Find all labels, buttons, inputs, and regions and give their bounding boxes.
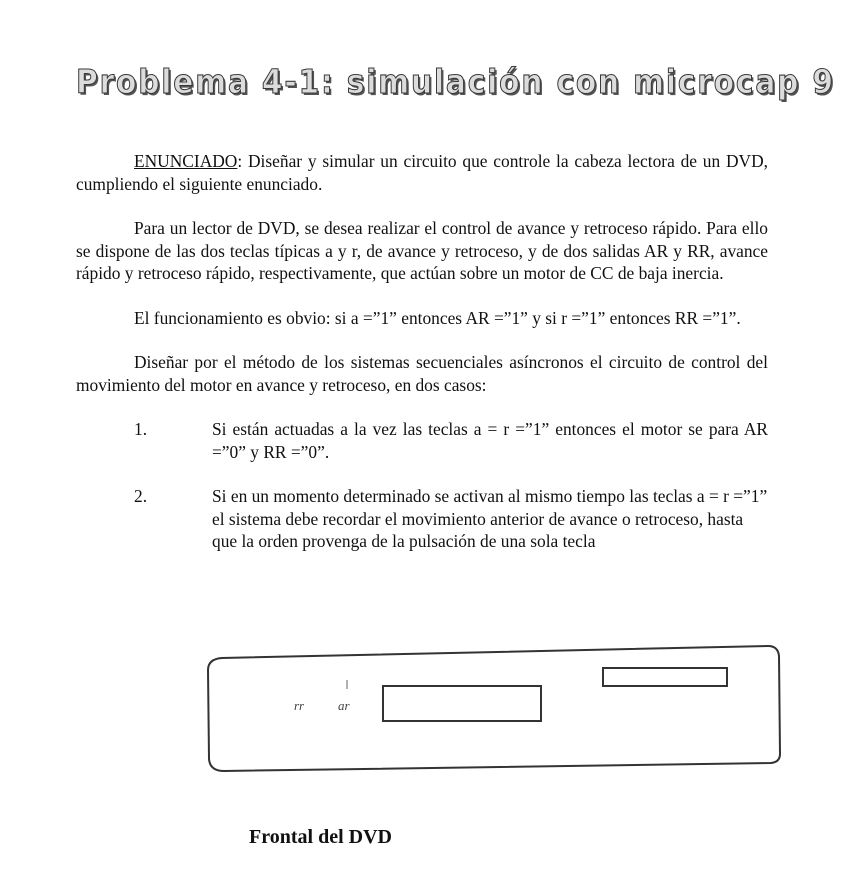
enunciado-label: ENUNCIADO — [134, 151, 238, 171]
cases-list — [76, 418, 768, 553]
paragraph-description: Para un lector de DVD, se desea realizar el control de avance y retroceso rápido. Para ello se dispone de las dos teclas típicas a y r, de avance y retroceso, y de dos salidas AR y RR, avance rápido y retroceso rápido, respectivamente, que actúan sobre un motor de CC de baja inercia. — [76, 218, 768, 283]
list-item-2 — [76, 485, 768, 553]
enunciado-text: : Diseñar y simular un circuito que controle la cabeza lectora de un DVD, cumpliendo el siguiente enunciado. — [76, 151, 768, 194]
dvd-front-figure — [190, 640, 810, 785]
dvd-front-drawing — [190, 640, 810, 785]
list-text: Si en un momento determinado se activan al mismo tiempo las teclas a = r =”1” el sistema debe recordar el movimiento anterior de avance o retroceso, hasta que la orden provenga de la pulsación de una sola tecla — [212, 486, 768, 551]
figure-caption: Frontal del DVD — [249, 826, 392, 848]
list-number: 2. — [134, 486, 148, 506]
paragraph-operation: El funcionamiento es obvio: si a =”1” entonces AR =”1” y si r =”1” entonces RR =”1”. — [134, 307, 741, 328]
paragraph-design-task: Diseñar por el método de los sistemas secuenciales asíncronos el circuito de control del movimiento del motor en avance y retroceso, en dos casos: — [76, 352, 768, 395]
key-label-ar: ar — [338, 698, 350, 713]
document-body — [76, 150, 768, 553]
key-label-rr: rr — [294, 698, 305, 713]
list-item-1 — [76, 418, 768, 463]
list-text: Si están actuadas a la vez las teclas a = r =”1” entonces el motor se para AR =”0” y RR =”0”. — [212, 419, 768, 462]
list-number: 1. — [134, 419, 148, 439]
page-title: Problema 4-1: simulación con microcap 9 — [76, 62, 835, 101]
disc-tray-slot — [603, 668, 727, 686]
display-window — [383, 686, 541, 721]
paragraph-enunciado — [76, 150, 768, 195]
